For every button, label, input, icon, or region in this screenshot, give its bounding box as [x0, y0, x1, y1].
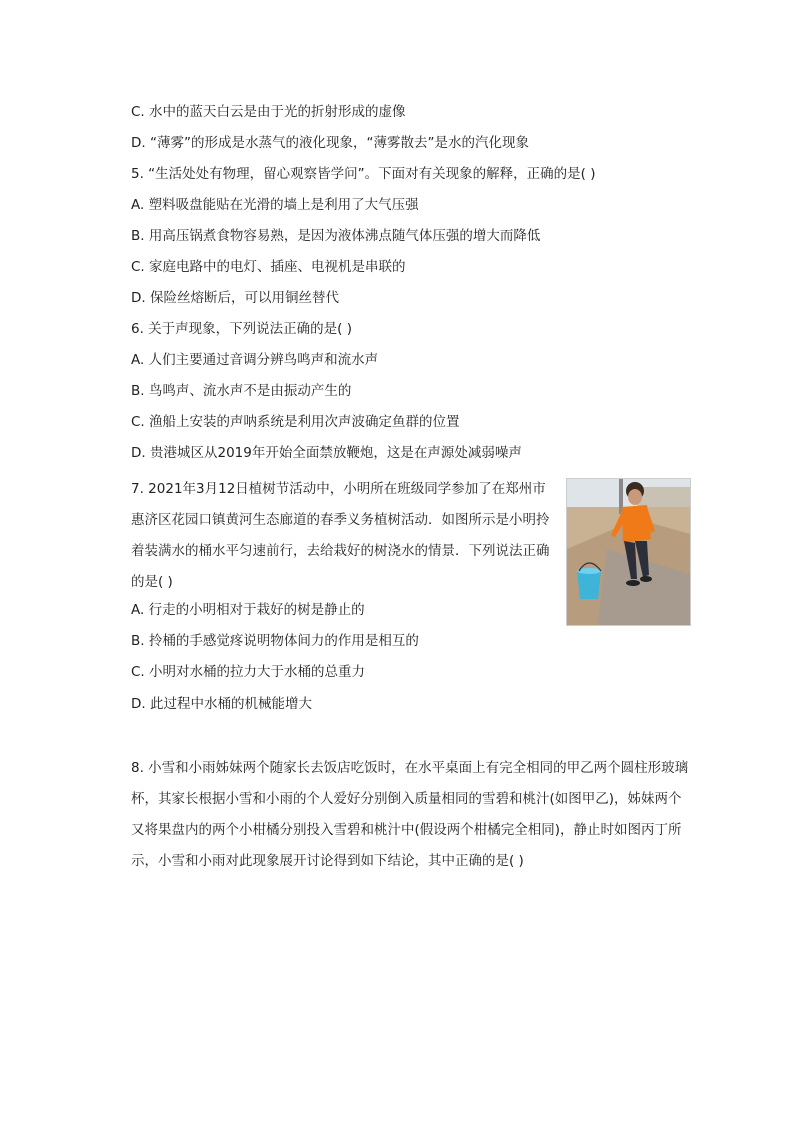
q4-option-c: C. 水中的蓝天白云是由于光的折射形成的虚像	[131, 104, 406, 120]
q6-option-d: D. 贵港城区从2019年开始全面禁放鞭炮，这是在声源处减弱噪声	[131, 445, 522, 461]
q6-option-b: B. 鸟鸣声、流水声不是由振动产生的	[131, 383, 352, 399]
q6-option-c: C. 渔船上安装的声呐系统是利用次声波确定鱼群的位置	[131, 414, 460, 430]
q5-stem: 5. “生活处处有物理，留心观察皆学问”。下面对有关现象的解释，正确的是( )	[131, 166, 596, 182]
q5-option-c: C. 家庭电路中的电灯、插座、电视机是串联的	[131, 259, 406, 275]
q7-stem: 7. 2021年3月12日植树节活动中，小明所在班级同学参加了在郑州市惠济区花园口镇黄河生态廊道的春季义务植树活动．如图所示是小明拎着装满水的桶水平匀速前行，去给栽好的树浇水的情景．下列说法正确的是( )	[131, 481, 550, 590]
q7-option-d: D. 此过程中水桶的机械能增大	[131, 696, 312, 712]
q7-option-b: B. 拎桶的手感觉疼说明物体间力的作用是相互的	[131, 633, 419, 649]
q6-option-a: A. 人们主要通过音调分辨鸟鸣声和流水声	[131, 352, 379, 368]
q6-stem: 6. 关于声现象，下列说法正确的是( )	[131, 321, 352, 337]
q4-option-d: D. “薄雾”的形成是水蒸气的液化现象，“薄雾散去”是水的汽化现象	[131, 135, 529, 151]
q5-option-d: D. 保险丝熔断后，可以用铜丝替代	[131, 290, 339, 306]
q8-stem: 8. 小雪和小雨姊妹两个随家长去饭店吃饭时，在水平桌面上有完全相同的甲乙两个圆柱形玻璃杯，其家长根据小雪和小雨的个人爱好分别倒入质量相同的雪碧和桃汁(如图甲乙)，姊妹两个又将果盘内的两个小柑橘分别投入雪碧和桃汁中(假设两个柑橘完全相同)，静止时如图丙丁所示，小雪和小雨对此现象展开讨论得到如下结论，其中正确的是( )	[131, 760, 689, 869]
boy-carrying-bucket-illustration	[567, 479, 690, 625]
q5-option-b: B. 用高压锅煮食物容易熟，是因为液体沸点随气体压强的增大而降低	[131, 228, 541, 244]
q7-photo	[566, 478, 691, 626]
q5-option-a: A. 塑料吸盘能贴在光滑的墙上是利用了大气压强	[131, 197, 419, 213]
q7-option-c: C. 小明对水桶的拉力大于水桶的总重力	[131, 664, 366, 680]
q7-option-a: A. 行走的小明相对于栽好的树是静止的	[131, 602, 365, 618]
